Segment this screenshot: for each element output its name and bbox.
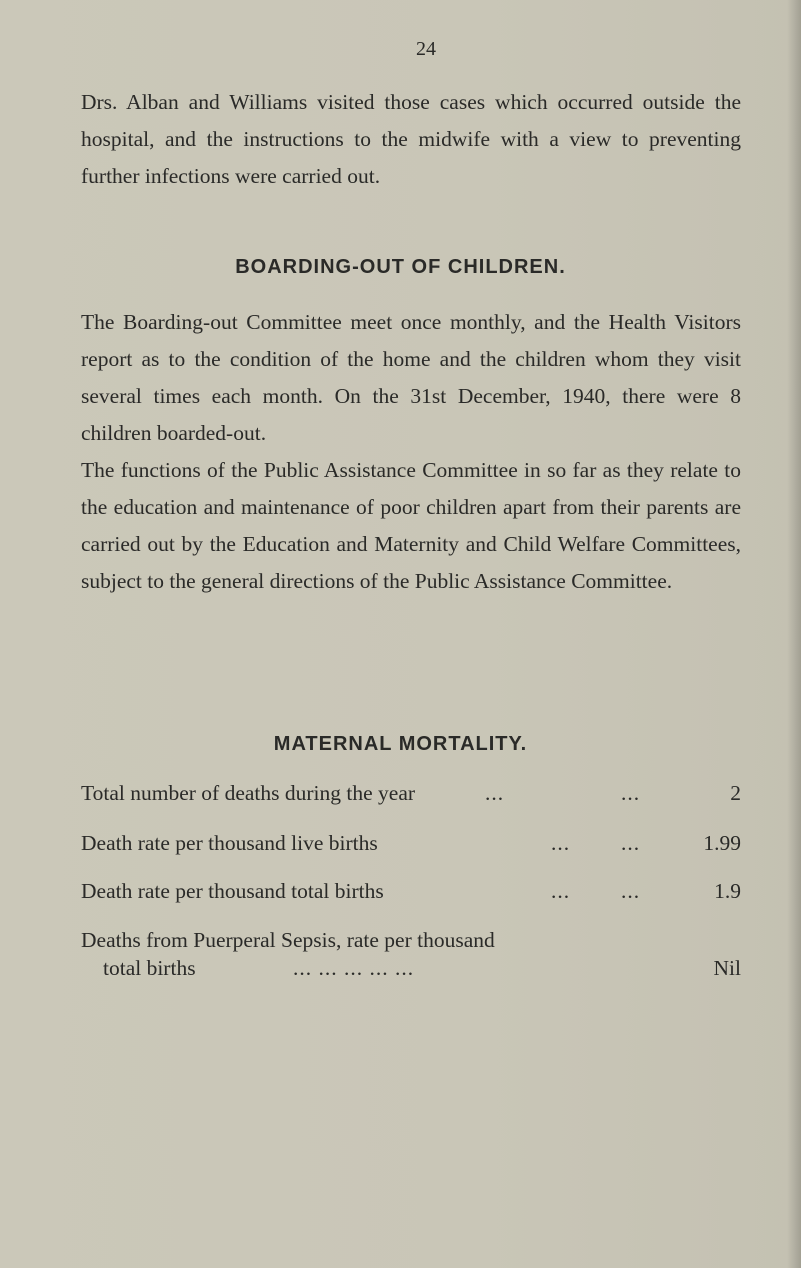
stat-label: Total number of deaths during the year (81, 781, 416, 805)
stat-leader: ... (551, 879, 571, 903)
stat-value: 1.99 (703, 831, 741, 855)
stat-leader: ... (621, 781, 641, 805)
page-number: 24 (416, 38, 436, 60)
maternal-mortality-heading: MATERNAL MORTALITY. (273, 733, 528, 755)
stat-label: Deaths from Puerperal Sepsis, rate per thousand (81, 928, 495, 952)
stat-leader: ... ... ... ... ... (293, 956, 415, 980)
boarding-out-paragraph-1: The Boarding-out Committee meet once monthly, and the Health Visitors report as to the condition of the home and the children whom they visit several times each month. On the 31st December, 1940, there were 8 children boarded-out. (81, 310, 741, 445)
stat-row-live-births-rate (81, 831, 741, 861)
stat-leader: ... (621, 879, 641, 903)
boarding-out-paragraph-2: The functions of the Public Assistance Committee in so far as they relate to the education and maintenance of poor children apart from their parents are carried out by the Education and Maternity and Child Welfare Committees, subject to the general directions of the Public Assistance Committee. (81, 458, 741, 593)
intro-paragraph: Drs. Alban and Williams visited those cases which occurred outside the hospital, and the instructions to the midwife with a view to preventing further infections were carried out. (81, 90, 741, 188)
stat-leader: ... (551, 831, 571, 855)
stat-leader: ... (485, 781, 505, 805)
stat-row-total-deaths (81, 781, 741, 811)
stat-row-puerperal-sepsis-line-1 (81, 928, 741, 958)
stat-value: Nil (713, 956, 741, 980)
stat-row-total-births-rate (81, 879, 741, 909)
stat-label: Death rate per thousand total births (81, 879, 384, 903)
stat-value: 2 (730, 781, 741, 805)
stat-value: 1.9 (714, 879, 741, 903)
stat-leader: ... (621, 831, 641, 855)
stat-label: total births (103, 956, 196, 980)
boarding-out-heading: BOARDING-OUT OF CHILDREN. (235, 256, 566, 278)
stat-label: Death rate per thousand live births (81, 831, 378, 855)
page-edge-shadow (787, 0, 801, 1268)
stat-row-puerperal-sepsis-line-2 (81, 956, 741, 986)
